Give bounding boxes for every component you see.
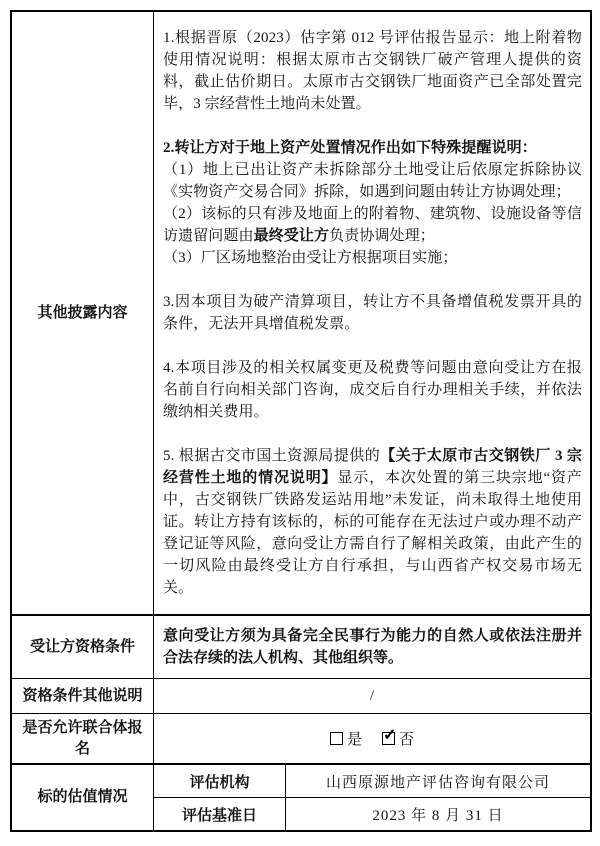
- disclosure-paragraph-2-item-2: （2）该标的只有涉及地面上的附着物、建筑物、设施设备等信访遗留问题由最终受让方负责协调处理；: [163, 206, 582, 244]
- valuation-base-date-value: 2023 年 8 月 31 日: [372, 807, 504, 824]
- valuation-agency-row: [154, 765, 590, 797]
- row-transferee-qualification: [12, 614, 590, 678]
- valuation-subtable: [154, 765, 590, 830]
- valuation-base-date-row: [154, 797, 590, 830]
- valuation-base-date-label: 评估基准日: [154, 798, 286, 830]
- consortium-checkbox-group: [330, 728, 414, 749]
- row-valuation-info: [12, 763, 590, 830]
- other-disclosure-content: [154, 12, 590, 614]
- disclosure-paragraph-3: 3.因本项目为破产清算项目，转让方不具备增值税发票开具的条件，无法开具增值税发票。: [163, 294, 582, 332]
- row-other-disclosure: [12, 12, 590, 614]
- consortium-allowed-label: 是否允许联合体报名: [12, 714, 154, 763]
- valuation-info-label: 标的估值情况: [12, 765, 154, 830]
- consortium-option-no-label: 否: [399, 732, 415, 748]
- qualification-other-notes-content: /: [369, 687, 375, 704]
- checkmark-icon: ✓: [383, 727, 397, 744]
- transferee-qualification-label: 受让方资格条件: [12, 616, 154, 678]
- row-consortium-allowed: [12, 713, 590, 763]
- checkbox-no-icon: [382, 727, 397, 745]
- disclosure-paragraph-4: 4.本项目涉及的相关权属变更及税费等问题由意向受让方在报名前自行向相关部门咨询，成交后自行办理相关手续，并依法缴纳相关费用。: [163, 360, 582, 420]
- qualification-other-notes-label: 资格条件其他说明: [12, 679, 154, 713]
- disclosure-paragraph-5: 5. 根据古交市国土资源局提供的【关于太原市古交钢铁厂 3 宗经营性土地的情况说明】显示，本次处置的第三块宗地“资产中，古交钢铁厂铁路发运站用地”未发证，尚未取得土地使用证。转让方持有该标的，标的可能存在无法过户或办理不动产登记证等风险，意向受让方需自行了解相关政策，由此产生的一切风险由最终受让方自行承担，与山西省产权交易市场无关。: [163, 448, 582, 596]
- checkbox-yes-icon: [330, 732, 343, 745]
- disclosure-table: [10, 10, 592, 832]
- valuation-agency-value: 山西原源地产评估咨询有限公司: [325, 774, 550, 791]
- consortium-option-yes: [330, 728, 362, 749]
- consortium-option-no: [382, 728, 414, 749]
- disclosure-paragraph-2-item-3: （3）厂区场地整治由受让方根据项目实施；: [163, 250, 458, 266]
- disclosure-paragraph-2-head: 2.转让方对于地上资产处置情况作出如下特殊提醒说明：: [163, 140, 537, 156]
- disclosure-paragraph-1: 1.根据晋原（2023）估字第 012 号评估报告显示：地上附着物使用情况说明：根据太原市古交钢铁厂破产管理人提供的资料，截止估价期日。太原市古交钢铁厂地面资产已全部处置完毕，3 宗经营性土地尚未处置。: [163, 30, 582, 112]
- consortium-option-yes-label: 是: [346, 732, 362, 748]
- valuation-agency-label: 评估机构: [154, 765, 286, 797]
- consortium-allowed-content: [154, 714, 590, 763]
- transferee-qualification-content: 意向受让方须为具备完全民事行为能力的自然人或依法注册并合法存续的法人机构、其他组织等。: [163, 628, 582, 666]
- row-qualification-other-notes: [12, 678, 590, 713]
- disclosure-paragraph-2-item-1: （1）地上已出让资产未拆除部分土地受让后依原定拆除协议《实物资产交易合同》拆除，如遇到问题由转让方协调处理；: [163, 162, 582, 200]
- other-disclosure-label: 其他披露内容: [12, 12, 154, 614]
